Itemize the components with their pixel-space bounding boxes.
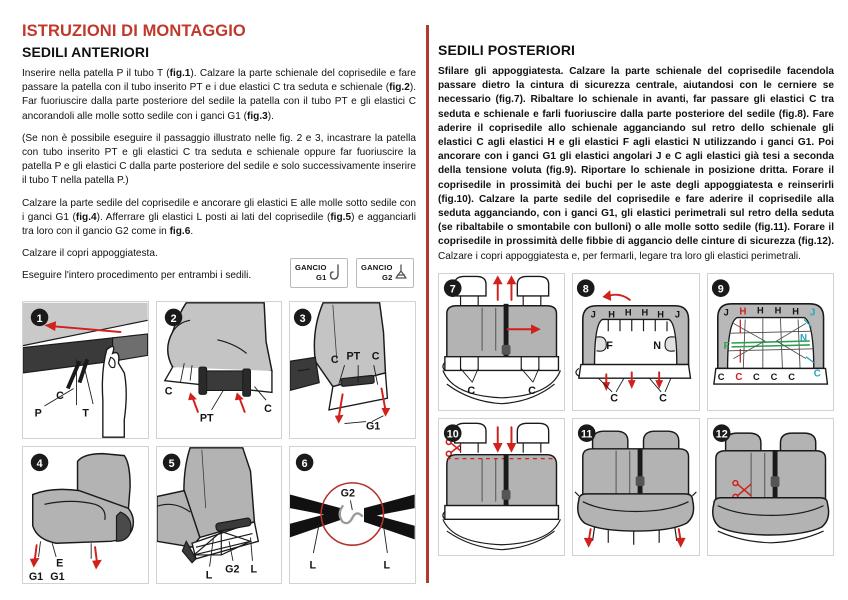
figure-9-label-h4: H xyxy=(791,306,799,317)
figure-1-illustration xyxy=(23,302,148,438)
figure-8-label-f: F xyxy=(606,339,614,352)
figure-8-label-c1: C xyxy=(610,392,619,405)
figure-9-label-c6: C xyxy=(813,368,821,380)
figure-9-label-h2: H xyxy=(756,305,764,316)
figure-6-label-l1: L xyxy=(309,559,317,572)
legend-g2-label: GANCIO xyxy=(361,262,393,272)
figure-7-label-c2: C xyxy=(528,384,536,397)
figure-11-number: 11 xyxy=(581,428,593,441)
column-divider xyxy=(416,22,438,586)
right-column xyxy=(438,22,834,586)
figure-2-illustration xyxy=(157,302,282,438)
figure-9-label-c5: C xyxy=(787,372,795,383)
figure-8-illustration xyxy=(573,274,698,410)
figure-7-label-c1: C xyxy=(467,384,476,397)
paragraph-front-5: Eseguire l'intero procedimento per entrambi i sedili. xyxy=(22,270,252,282)
figure-2-label-c2: C xyxy=(263,402,272,415)
figure-1-number: 1 xyxy=(36,312,43,325)
figure-9-label-c4: C xyxy=(770,372,778,383)
figure-8-label-n: N xyxy=(653,339,662,352)
figure-12-number: 12 xyxy=(715,428,728,441)
figure-1 xyxy=(22,301,149,439)
figure-9-label-c2: C xyxy=(735,372,743,384)
figure-9-illustration xyxy=(708,274,833,410)
figure-5-label-l2: L xyxy=(250,563,257,576)
figure-12 xyxy=(707,418,834,556)
figure-4-label-g1b: G1 xyxy=(50,570,65,583)
figure-3-label-c1: C xyxy=(331,353,339,366)
figure-3-label-g1: G1 xyxy=(366,420,381,433)
two-column-layout xyxy=(22,22,834,586)
figure-1-label-t: T xyxy=(82,407,89,420)
figure-5-illustration xyxy=(157,447,282,583)
figure-9-label-f: F xyxy=(723,340,730,352)
figure-4-illustration xyxy=(23,447,148,583)
figure-2-label-pt: PT xyxy=(199,412,214,425)
figure-4 xyxy=(22,446,149,584)
figure-4-label-e: E xyxy=(56,557,64,570)
figure-10-number: 10 xyxy=(446,428,459,441)
figure-8 xyxy=(572,273,699,411)
paragraph-front-4: Calzare il copri appoggiatesta. xyxy=(22,248,158,260)
figure-2-label-c1: C xyxy=(164,384,173,397)
figure-4-label-g1a: G1 xyxy=(28,570,44,583)
figure-6-number: 6 xyxy=(301,457,308,470)
section-title-front-seats: SEDILI ANTERIORI xyxy=(22,44,150,60)
figure-9-label-j1: J xyxy=(723,307,729,318)
figure-3-label-pt: PT xyxy=(346,349,361,362)
paragraph-front-3: Calzare la parte sedile del coprisedile e ancorare gli elastici E alle molle sotto sedile con i ganci G1 (fig.4). Afferrare gli elastici L posti ai lati del coprisedile (fig.5) e agganciarli tra loro con il gancio G2 come in fig.6. xyxy=(22,197,416,238)
figure-10-illustration xyxy=(439,419,564,555)
figure-12-illustration xyxy=(708,419,833,555)
figure-9-label-h3: H xyxy=(774,305,781,316)
figure-1-label-p: P xyxy=(34,407,42,420)
figure-9-label-h1: H xyxy=(738,306,747,318)
figure-10 xyxy=(438,418,565,556)
paragraph-front-1: Inserire nella patella P il tubo T (fig.1). Calzare la parte schienale del coprisedile e fare passare la patella con il tubo inserito PT e i due elastici C tra seduta e schienale (fig.2). Far fuoriuscire dalla parte posteriore del sedile la patella con il tubo PT e gli elastici C ancorandoli alle molle sotto sedile con i ganci G1 (fig.3). xyxy=(22,68,416,122)
figure-8-label-h2: H xyxy=(625,307,632,318)
legend-g1-label: GANCIO xyxy=(295,262,327,272)
figure-6-label-g2: G2 xyxy=(340,487,356,500)
figure-1-label-c: C xyxy=(56,389,64,402)
figure-5 xyxy=(156,446,283,584)
section-title-rear-seats: SEDILI POSTERIORI xyxy=(438,42,576,58)
figure-5-label-l1: L xyxy=(205,568,212,581)
left-column xyxy=(22,22,416,586)
clip-hook-icon xyxy=(393,262,409,284)
figure-2-number: 2 xyxy=(170,312,177,325)
figure-6 xyxy=(289,446,416,584)
legend-gancio-g1 xyxy=(290,258,348,288)
figure-8-label-h4: H xyxy=(657,309,665,320)
figure-5-label-g2: G2 xyxy=(224,563,240,576)
figure-11-illustration xyxy=(573,419,698,555)
legend-g1-code: G1 xyxy=(316,272,327,282)
legend-g2-code: G2 xyxy=(382,272,393,282)
s-hook-icon xyxy=(327,262,343,284)
figure-6-label-l2: L xyxy=(383,559,391,572)
figure-3-label-c2: C xyxy=(372,349,380,362)
figure-8-label-j1: J xyxy=(590,309,597,320)
figure-7-number: 7 xyxy=(449,283,456,296)
figure-9-label-j2: J xyxy=(809,307,815,319)
page-title: ISTRUZIONI DI MONTAGGIO xyxy=(22,22,246,40)
figure-9-label-c1: C xyxy=(717,372,725,383)
figure-9-number: 9 xyxy=(717,283,724,296)
figure-9 xyxy=(707,273,834,411)
figure-grid-rear xyxy=(438,273,834,556)
figure-6-illustration xyxy=(290,447,415,583)
figure-3-illustration xyxy=(290,302,415,438)
figure-3 xyxy=(289,301,416,439)
figure-8-label-c2: C xyxy=(659,392,668,405)
figure-grid-front xyxy=(22,301,416,584)
figure-7 xyxy=(438,273,565,411)
figure-3-number: 3 xyxy=(300,312,306,325)
figure-5-number: 5 xyxy=(168,457,175,470)
paragraph-front-2: (Se non è possibile eseguire il passaggio illustrato nelle fig. 2 e 3, incastrare la patella con tubo inserito PT e gli elastici C tra seduta e schienale oppure far fuoriuscire la patella P e gli elastici C dalla parte posteriore del sedile e solo successivamente inserire il tubo T nella patella P.) xyxy=(22,132,416,187)
figure-8-number: 8 xyxy=(583,283,590,296)
figure-4-number: 4 xyxy=(36,457,43,470)
figure-9-label-c3: C xyxy=(752,372,760,383)
figure-9-label-n: N xyxy=(799,332,807,344)
figure-2 xyxy=(156,301,283,439)
legend-gancio-g2 xyxy=(356,258,414,288)
hook-legend xyxy=(22,258,416,292)
figure-7-illustration xyxy=(439,274,564,410)
paragraph-rear-1: Sfilare gli appoggiatesta. Calzare la parte schienale del coprisedile facendola passare dietro la cintura di sicurezza centrale, aiutandosi con le cerniere se necessario (fig.7). Ribaltare lo schienale in avanti, far passare gli elastici C tra seduta e schienale e farli fuoriuscire dalla parte posteriore del sedile (fig.8). Fare aderire il coprisedile allo schienale agganciando sul retro dello schienale gli elastici C agli elastici H e gli elastici F agli elastici N utilizzando i ganci G1. Poi ancorare con i ganci G1 gli elastici angolari J e C agli elastici già tesi a seconda della tensione voluta (fig.9). Riportare lo schienale in posizione dritta. Forare il coprisedile in prossimità dei buchi per le aste degli appoggiatesta e reinserirli (fig.10). Calzare la parte sedile del coprisedile e fare aderire il coprisedile alla seduta agganciando, con i ganci G1, gli elastici perimetrali sul retro della seduta (se ribaltabile o smontabile con bulloni) o alle molle sotto sedile (fig.11). Forare il coprisedile in prossimità delle fibbie di aggancio delle cinture di sicurezza (fig.12). Calzare i copri appoggiatesta e, per fermarli, legare tra loro gli elastici perimetrali. xyxy=(438,66,834,262)
figure-8-label-h1: H xyxy=(608,309,616,320)
figure-8-label-h3: H xyxy=(641,307,649,318)
figure-11 xyxy=(572,418,699,556)
figure-8-label-j2: J xyxy=(675,309,681,320)
